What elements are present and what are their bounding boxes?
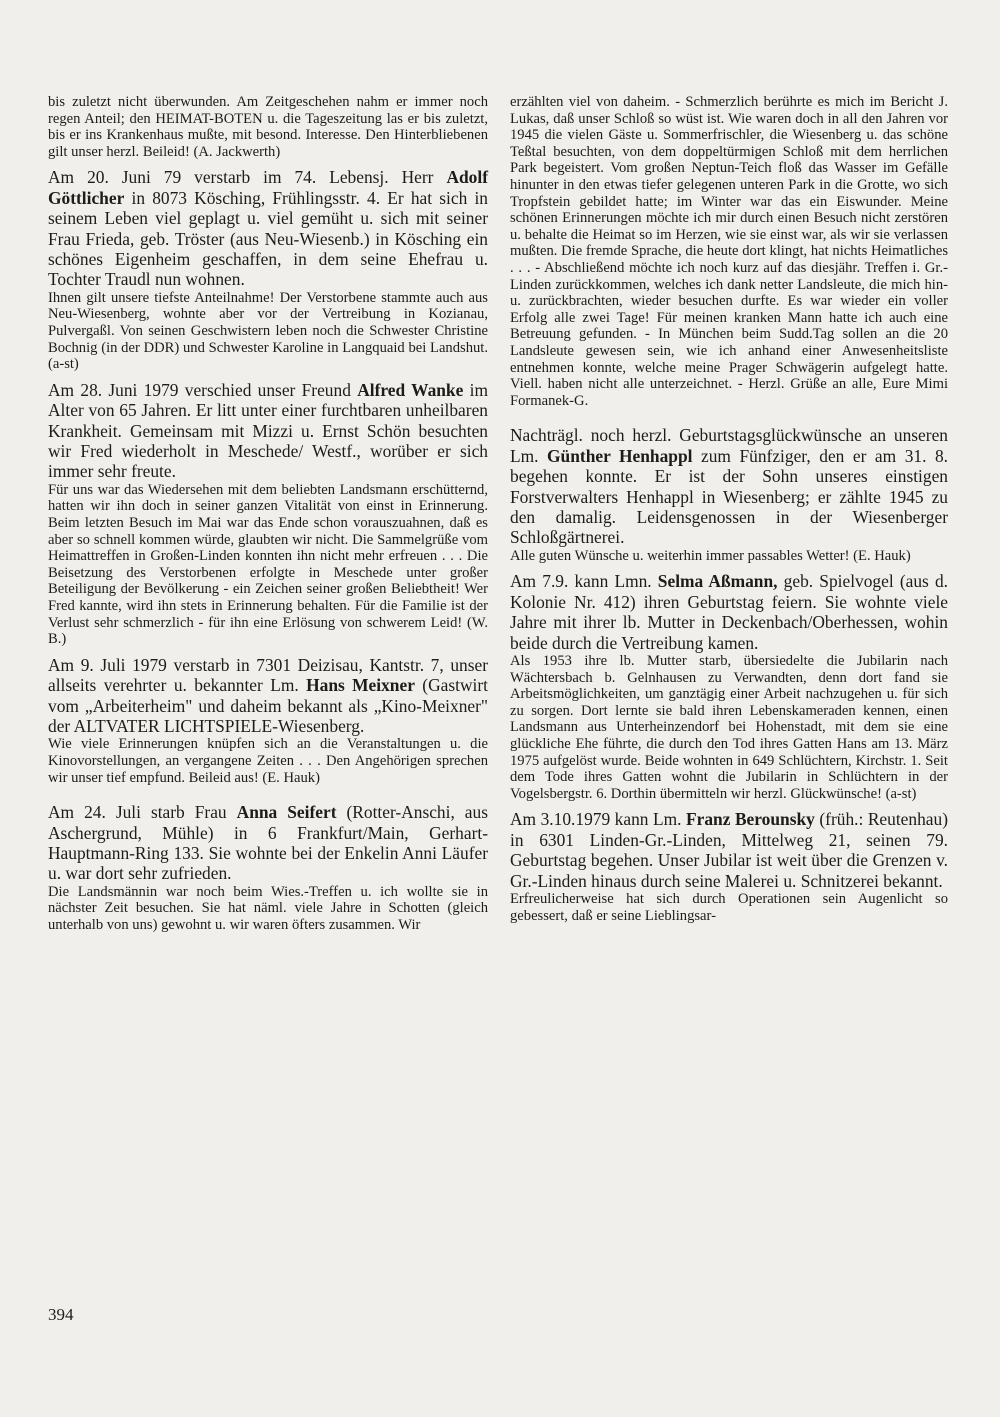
obituary-meixner — [48, 655, 488, 737]
text-post: zum Fünfziger, den er am 31. 8. begehen konnte. Er ist der Sohn unseres einstigen Forstverwalters Henhappl in Wiesenberg; er zählte 1945 zu den damalig. Leidensgenossen in der Wiesenberger Schloßgärtnerei. — [510, 445, 948, 548]
text-pre: Am 3.10.1979 kann Lm. — [510, 809, 687, 830]
left-column — [48, 94, 488, 934]
text-post: (Gastwirt vom „Arbeiterheim" und daheim bekannt als „Kino-Meixner" der ALTVATER LICHTSPIELE-Wiesenberg. — [48, 675, 488, 736]
text-post: (früh.: Reutenhau) in 6301 Linden-Gr.-Linden, Mittelweg 21, seinen 79. Geburtstag begehen. Unser Jubilar ist weit über die Grenzen v. Gr.-Linden hinaus durch seine Malerei u. Schnitzerei bekannt. — [510, 809, 948, 891]
page-number: 394 — [48, 1305, 74, 1324]
person-name: Hans Meixner — [306, 675, 415, 696]
person-name: Anna Seifert — [236, 802, 337, 823]
obituary-seifert-detail: Die Landsmännin war noch beim Wies.-Treffen u. ich wollte sie in nächster Zeit besuchen. Sie hat näml. viele Jahre in Schotten (gleich unterhalb von uns) gewohnt u. wir waren öfters zusammen. Wir — [48, 883, 488, 933]
obituary-continuation: bis zuletzt nicht überwunden. Am Zeitgeschehen nahm er immer noch regen Anteil; den HEIMAT-BOTEN u. die Tageszeitung las er bis zuletzt, bis er ins Krankenhaus mußte, mit besond. Interesse. Den Hinterbliebenen gilt unser herzl. Beileid! (A. Jackwerth) — [48, 94, 488, 160]
letter-continuation: erzählten viel von daheim. - Schmerzlich berührte es mich im Bericht J. Lukas, daß unser Schloß so wüst ist. Wie waren doch in all den Jahren vor 1945 die vielen Gäste u. Sommerfrischler, die Wiesenberg u. das schöne Teßtal besuchten, von dem doppeltürmigen Schloß mit dem herrlichen Park begeistert. Vom großen Neptun-Teich floß das Wasser im Gefälle hinunter in den etwas tiefer gelegenen unteren Park in die Grotte, wo sich Tropfstein gebildet hatte; im Winter war das ein Eiswunder. Meine schönen Erinnerungen möchte ich mir durch einen Besuch nicht zerstören u. behalte die Heimat so im Herzen, wie sie einst war, als wir sie verlassen mußten. Die fremde Sprache, die heute dort klingt, hat nichts Heimatliches . . . - Abschließend möchte ich noch kurz auf das diesjähr. Treffen i. Gr.-Linden zurückkommen, welches ich dank netter Landsleute, die mich hin- u. zurückbrachten, wieder besuchen durfte. Es war wieder ein voller Erfolg alle zwei Tage! Für meinen kranken Mann hatte ich auch eine Betreuung gefunden. - In München beim Sudd.Tag sollen an die 20 Landsleute gewesen sein, wie ich anhand einer Anwesenheitsliste entnehmen konnte, welche meine Prager Schwägerin aufgelegt hatte. Viell. haben nicht alle unterzeichnet. - Herzl. Grüße an alle, Eure Mimi Formanek-G. — [510, 94, 948, 409]
obituary-goettlicher — [48, 167, 488, 289]
obituary-goettlicher-detail: Ihnen gilt unsere tiefste Anteilnahme! Der Verstorbene stammte auch aus Neu-Wiesenberg, wohnte aber vor der Vertreibung in Kozianau, Pulvergaßl. Von seinen Geschwistern leben noch die Schwester Christine Bochnig (in der DDR) und Schwester Karoline in Langquaid bei Landshut. (a-st) — [48, 289, 488, 373]
obituary-seifert — [48, 802, 488, 884]
text-post: im Alter von 65 Jahren. Er litt unter einer furchtbaren unheilbaren Krankheit. Gemeinsam mit Mizzi u. Ernst Schön besuchten wir Fred wiederholt in Meschede/ Westf., worüber er sich immer sehr freute. — [48, 379, 488, 482]
text-post: geb. Spielvogel (aus d. Kolonie Nr. 412) ihren Geburtstag feiern. Sie wohnte viele Jahre mit ihrer lb. Mutter in Deckenbach/Oberhessen, wohin beide durch die Vertreibung kamen. — [510, 571, 949, 653]
person-name: Selma Aßmann, — [657, 571, 778, 592]
birthday-assmann-detail: Als 1953 ihre lb. Mutter starb, übersiedelte die Jubilarin nach Wächtersbach b. Gelnhausen zu Verwandten, denn dort fand sie Arbeitsmöglichkeiten, um ganztägig einer Arbeit nachzugehen u. für sich zu sorgen. Dort lernte sie bald ihren Lebenskameraden kennen, einen Landsmann aus Unterheinzendorf bei Hohenstadt, mit dem sie eine glückliche Ehe führte, die durch den Tod ihres Gatten Hans am 13. März 1975 aufgelöst wurde. Beide wohnten in 649 Schlüchtern, Kirchstr. 1. Seit dem Tode ihres Gatten wohnt die Jubilarin in Schlüchtern in der Vogelsbergstr. 6. Dorthin übermitteln wir herzl. Glückwünsche! (a-st) — [510, 652, 948, 802]
text-pre: Am 24. Juli starb Frau — [48, 802, 237, 823]
birthday-henhappl-detail: Alle guten Wünsche u. weiterhin immer passables Wetter! (E. Hauk) — [510, 547, 911, 564]
text-pre: Nachträgl. noch herzl. Geburtstagsglückwünsche an unseren Lm. — [510, 425, 948, 466]
birthday-berounsky-detail: Erfreulicherweise hat sich durch Operationen sein Augenlicht so gebessert, daß er seine Lieblingsar- — [510, 890, 948, 924]
obituary-wanke — [48, 380, 488, 482]
text-pre: Am 9. Juli 1979 verstarb in 7301 Deizisau, Kantstr. 7, unser allseits verehrter u. bekannter Lm. — [48, 654, 488, 696]
person-name: Alfred Wanke — [357, 379, 464, 400]
birthday-berounsky — [510, 809, 948, 891]
right-column — [510, 94, 948, 924]
text-pre: Am 28. Juni 1979 verschied unser Freund — [48, 379, 358, 400]
person-name: Franz Berounsky — [686, 809, 815, 830]
obituary-wanke-detail: Für uns war das Wiedersehen mit dem beliebten Landsmann erschütternd, hatten wir ihn doch in seiner ganzen Vitalität von einst in Erinnerung. Beim letzten Besuch im Mai war das Ende schon vorauszuahnen, daß es aber so schnell kommen würde, glaubten wir nicht. Die Sammelgrüße vom Heimattreffen in Großen-Linden konnten ihn nicht mehr erfreuen . . . Die Beisetzung des Verstorbenen erfolgte in Meschede unter großer Beteiligung der Bevölkerung - ein Zeichen seiner großen Beliebtheit! Wer Fred kannte, wird ihn stets in Erinnerung behalten. Für die Familie ist der Verlust sehr schmerzlich - für ihn eine Erlösung von schwerem Leid! (W. B.) — [48, 481, 488, 648]
text-post: in 8073 Kösching, Frühlingsstr. 4. Er hat sich in seinem Leben viel geplagt u. viel gemüht u. sich mit seiner Frau Frieda, geb. Tröster (aus Neu-Wiesenb.) in Kösching ein schönes Eigenheim geschaffen, in dem seine Ehefrau u. Tochter Traudl nun wohnen. — [48, 187, 488, 290]
birthday-henhappl — [510, 425, 948, 547]
person-name: Günther Henhappl — [547, 445, 693, 466]
obituary-meixner-detail: Wie viele Erinnerungen knüpfen sich an die Veranstaltungen u. die Kinovorstellungen, an vergangene Zeiten . . . Den Angehörigen sprechen wir unser tief empfund. Beileid aus! (E. Hauk) — [48, 736, 488, 786]
text-pre: Am 20. Juni 79 verstarb im 74. Lebensj. Herr — [48, 167, 447, 188]
text-post: (Rotter-Anschi, aus Aschergrund, Mühle) in 6 Frankfurt/Main, Gerhart-Hauptmann-Ring 133. Sie wohnte bei der Enkelin Anni Läufer u. war dort sehr zufrieden. — [48, 802, 488, 884]
birthday-assmann — [510, 571, 948, 653]
person-name: Adolf Göttlicher — [48, 167, 488, 208]
text-pre: Am 7.9. kann Lmn. — [510, 571, 658, 592]
